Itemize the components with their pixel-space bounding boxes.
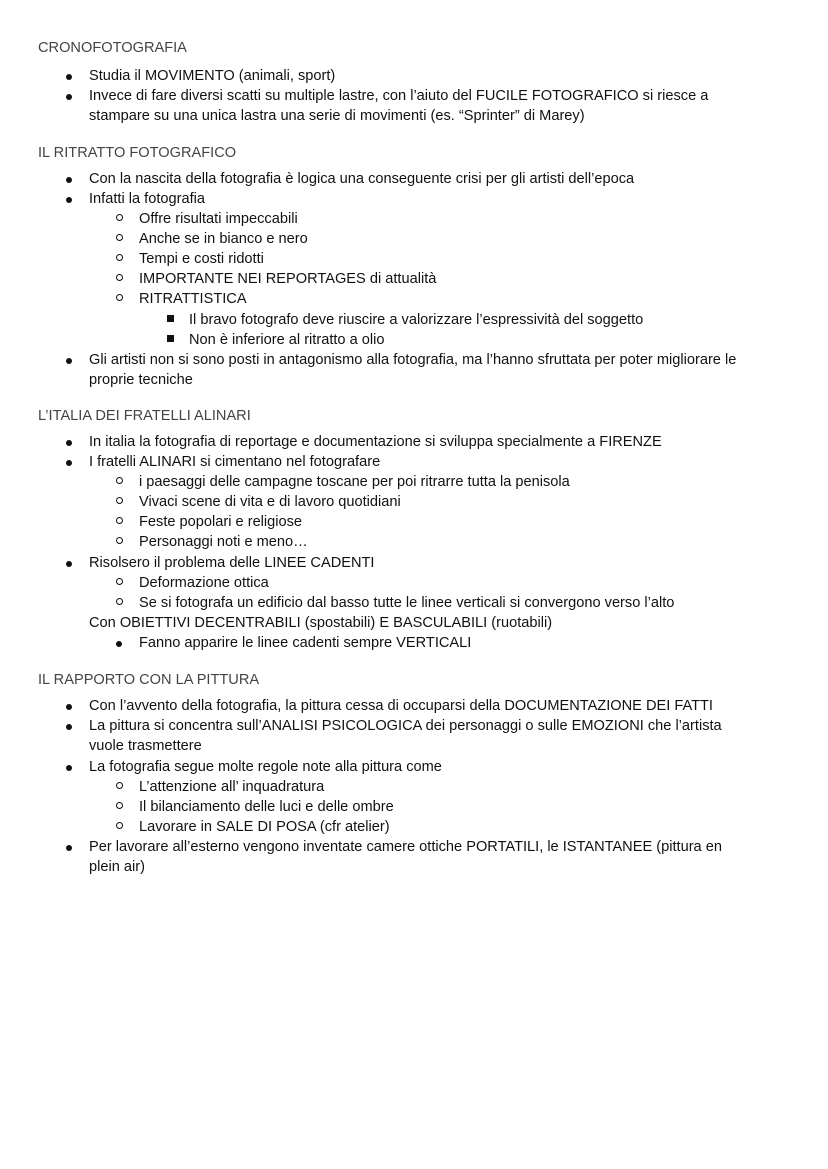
section-heading: L’ITALIA DEI FRATELLI ALINARI xyxy=(38,408,251,424)
bullet-circle xyxy=(116,214,123,221)
section-heading: CRONOFOTOGRAFIA xyxy=(38,40,187,56)
bullet-square xyxy=(167,315,174,322)
list-item: Studia il MOVIMENTO (animali, sport) xyxy=(89,68,336,84)
list-item: i paesaggi delle campagne toscane per poi ritrarre tutta la penisola xyxy=(139,474,570,490)
bullet-circle xyxy=(116,537,123,544)
list-item: Infatti la fotografia xyxy=(89,191,206,207)
bullet-circle xyxy=(116,578,123,585)
bullet-disc xyxy=(66,724,72,730)
list-item: Personaggi noti e meno… xyxy=(139,534,308,550)
bullet-circle xyxy=(116,477,123,484)
bullet-disc xyxy=(66,358,72,364)
bullet-square xyxy=(167,335,174,342)
list-item: Offre risultati impeccabili xyxy=(139,211,298,227)
list-item: Con la nascita della fotografia è logica una conseguente crisi per gli artisti dell’epoca xyxy=(89,171,635,187)
list-item: Il bravo fotografo deve riuscire a valorizzare l’espressività del soggetto xyxy=(189,312,644,328)
bullet-circle xyxy=(116,517,123,524)
bullet-disc xyxy=(66,197,72,203)
bullet-circle xyxy=(116,294,123,301)
list-item: Anche se in bianco e nero xyxy=(139,231,308,247)
bullet-circle xyxy=(116,598,123,605)
paragraph: Con OBIETTIVI DECENTRABILI (spostabili) E BASCULABILI (ruotabili) xyxy=(89,615,553,631)
bullet-circle xyxy=(116,254,123,261)
list-item: I fratelli ALINARI si cimentano nel fotografare xyxy=(89,454,381,470)
bullet-disc xyxy=(66,704,72,710)
bullet-circle xyxy=(116,782,123,789)
list-item: Non è inferiore al ritratto a olio xyxy=(189,332,385,348)
list-item: IMPORTANTE NEI REPORTAGES di attualità xyxy=(139,271,437,287)
list-item: Risolsero il problema delle LINEE CADENTI xyxy=(89,555,375,571)
bullet-circle xyxy=(116,497,123,504)
list-item: Tempi e costi ridotti xyxy=(139,251,264,267)
bullet-circle xyxy=(116,234,123,241)
list-item: RITRATTISTICA xyxy=(139,291,247,307)
bullet-disc xyxy=(116,641,122,647)
list-item: La fotografia segue molte regole note alla pittura come xyxy=(89,759,442,775)
bullet-circle xyxy=(116,822,123,829)
list-item: Feste popolari e religiose xyxy=(139,514,303,530)
bullet-disc xyxy=(66,561,72,567)
bullet-disc xyxy=(66,94,72,100)
list-item: Invece di fare diversi scatti su multiple lastre, con l’aiuto del FUCILE FOTOGRAFICO si riesce a xyxy=(89,88,709,104)
list-item: Per lavorare all’esterno vengono inventate camere ottiche PORTATILI, le ISTANTANEE (pittura en xyxy=(89,839,722,855)
list-item: Gli artisti non si sono posti in antagonismo alla fotografia, ma l’hanno sfruttata per poter migliorare le xyxy=(89,352,737,368)
section-heading: IL RAPPORTO CON LA PITTURA xyxy=(38,672,260,688)
bullet-disc xyxy=(66,177,72,183)
bullet-disc xyxy=(66,460,72,466)
list-item-continued: proprie tecniche xyxy=(89,372,193,388)
list-item: Il bilanciamento delle luci e delle ombre xyxy=(139,799,394,815)
list-item: La pittura si concentra sull’ANALISI PSICOLOGICA dei personaggi o sulle EMOZIONI che l’artista xyxy=(89,718,722,734)
list-item: Fanno apparire le linee cadenti sempre VERTICALI xyxy=(139,635,472,651)
list-item: In italia la fotografia di reportage e documentazione si sviluppa specialmente a FIRENZE xyxy=(89,434,662,450)
bullet-disc xyxy=(66,74,72,80)
list-item-continued: plein air) xyxy=(89,859,145,875)
list-item: Con l’avvento della fotografia, la pittura cessa di occuparsi della DOCUMENTAZIONE DEI FATTI xyxy=(89,698,713,714)
bullet-disc xyxy=(66,845,72,851)
list-item-continued: stampare su una unica lastra una serie di movimenti (es. “Sprinter” di Marey) xyxy=(89,108,585,124)
list-item-continued: vuole trasmettere xyxy=(89,738,202,754)
list-item: Se si fotografa un edificio dal basso tutte le linee verticali si convergono verso l’alto xyxy=(139,595,675,611)
bullet-disc xyxy=(66,440,72,446)
list-item: Deformazione ottica xyxy=(139,575,269,591)
list-item: Lavorare in SALE DI POSA (cfr atelier) xyxy=(139,819,390,835)
bullet-circle xyxy=(116,274,123,281)
list-item: L’attenzione all’ inquadratura xyxy=(139,779,325,795)
bullet-circle xyxy=(116,802,123,809)
section-heading: IL RITRATTO FOTOGRAFICO xyxy=(38,145,237,161)
list-item: Vivaci scene di vita e di lavoro quotidiani xyxy=(139,494,401,510)
bullet-disc xyxy=(66,765,72,771)
